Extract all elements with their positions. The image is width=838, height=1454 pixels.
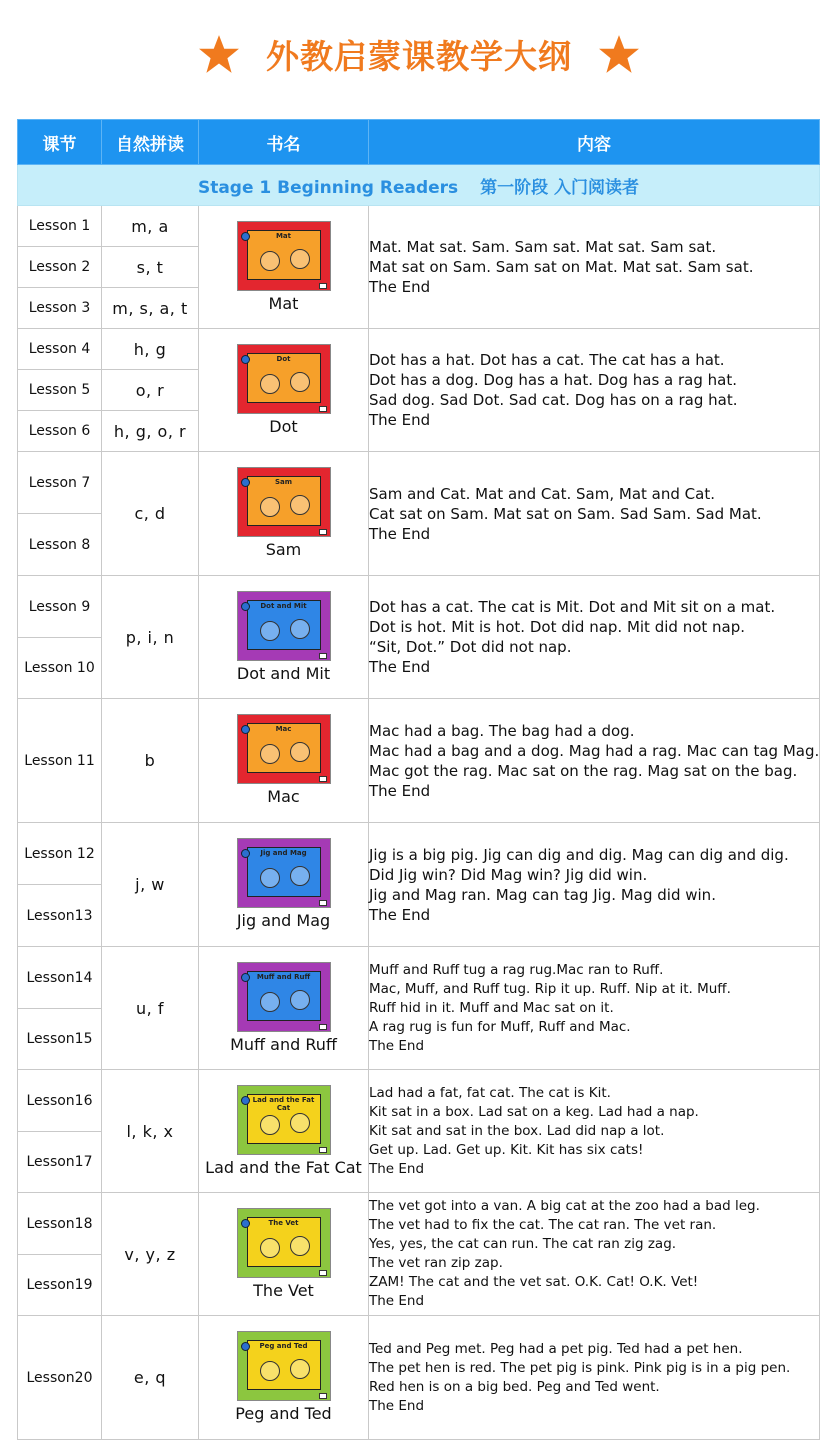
book-cell — [199, 1070, 369, 1193]
content-line: Get up. Lad. Get up. Kit. Kit has six cats! — [369, 1141, 644, 1158]
book-cover-image — [237, 1085, 331, 1155]
book-name: Sam — [265, 540, 302, 559]
lesson-cell: Lesson 9 — [18, 576, 102, 638]
lesson-cell: Lesson18 — [18, 1193, 102, 1255]
cover-dot-icon — [241, 725, 250, 734]
content-line: Mac had a bag and a dog. Mag had a rag. Mac can tag Mag. — [369, 741, 820, 760]
phonics-cell: s, t — [102, 247, 199, 288]
book-cover-title: Lad and the Fat Cat — [252, 1095, 315, 1112]
content-line: The End — [369, 411, 431, 429]
book-cover-image — [237, 221, 331, 291]
publisher-logo-icon — [319, 653, 327, 659]
content-line: The vet got into a van. A big cat at the zoo had a bad leg. — [369, 1198, 760, 1214]
content-line: Mac got the rag. Mac sat on the rag. Mag sat on the bag. — [369, 761, 798, 780]
content-line: Mac, Muff, and Ruff tug. Rip it up. Ruff. Nip at it. Muff. — [369, 980, 731, 997]
header-book: 书名 — [199, 120, 369, 165]
book-cell — [199, 947, 369, 1070]
character-face-icon — [290, 990, 310, 1010]
lesson-cell: Lesson15 — [18, 1009, 102, 1070]
content-line: Muff and Ruff tug a rag rug.Mac ran to Ruff. — [369, 961, 664, 978]
book-cover-illustration — [247, 971, 321, 1021]
content-line: Jig and Mag ran. Mag can tag Jig. Mag did win. — [369, 885, 716, 904]
book-cover-illustration — [247, 723, 321, 773]
book-name: Peg and Ted — [235, 1404, 332, 1423]
content-cell — [369, 452, 820, 576]
table-row — [18, 947, 820, 1009]
lesson-cell: Lesson19 — [18, 1255, 102, 1316]
publisher-logo-icon — [319, 529, 327, 535]
lesson-cell: Lesson 3 — [18, 288, 102, 329]
character-face-icon — [290, 372, 310, 392]
book-cover-title: Sam — [274, 478, 293, 486]
content-line: The End — [369, 1397, 425, 1414]
phonics-cell: b — [102, 699, 199, 823]
book-name: Mat — [268, 293, 299, 313]
phonics-cell: p, i, n — [102, 576, 199, 699]
phonics-cell: m, s, a, t — [102, 288, 199, 329]
content-cell — [369, 1070, 820, 1193]
character-face-icon — [290, 742, 310, 762]
content-line: Sam and Cat. Mat and Cat. Sam, Mat and Cat. — [369, 484, 715, 503]
character-face-icon — [260, 868, 280, 888]
publisher-logo-icon — [319, 283, 327, 289]
publisher-logo-icon — [319, 1024, 327, 1030]
lesson-cell: Lesson14 — [18, 947, 102, 1009]
book-name: The Vet — [253, 1280, 314, 1300]
lesson-cell: Lesson 10 — [18, 638, 102, 699]
content-line: Yes, yes, the cat can run. The cat ran zig zag. — [369, 1236, 677, 1252]
content-line: Sad dog. Sad Dot. Sad cat. Dog has on a rag hat. — [369, 391, 738, 409]
content-line: The End — [369, 1293, 425, 1309]
publisher-logo-icon — [319, 776, 327, 782]
content-line: Dot has a cat. The cat is Mit. Dot and Mit sit on a mat. — [369, 598, 776, 616]
cover-dot-icon — [241, 849, 250, 858]
table-row — [18, 1070, 820, 1132]
book-name: Lad and the Fat Cat — [205, 1157, 362, 1177]
content-line: The pet hen is red. The pet pig is pink. Pink pig is in a pig pen. — [369, 1359, 791, 1376]
phonics-cell: h, g, o, r — [102, 411, 199, 452]
character-face-icon — [290, 1113, 310, 1133]
phonics-cell: o, r — [102, 370, 199, 411]
phonics-cell: c, d — [102, 452, 199, 576]
book-cover-image — [237, 714, 331, 784]
cover-dot-icon — [241, 1219, 250, 1228]
book-name: Dot and Mit — [236, 663, 331, 683]
content-line: The End — [369, 658, 431, 676]
star-icon — [598, 33, 640, 75]
book-cover-title: Mat — [275, 231, 292, 240]
book-cover-illustration — [247, 1340, 321, 1390]
book-cover-image — [237, 1331, 331, 1401]
content-line: The End — [369, 781, 431, 800]
book-cover-illustration — [247, 230, 321, 280]
phonics-cell: u, f — [102, 947, 199, 1070]
book-cover-title: The Vet — [268, 1218, 299, 1227]
content-cell — [369, 823, 820, 947]
content-line: Mac had a bag. The bag had a dog. — [369, 721, 635, 740]
book-cell — [199, 1316, 369, 1440]
book-name: Mac — [267, 787, 300, 806]
character-face-icon — [290, 1359, 310, 1379]
phonics-cell: j, w — [102, 823, 199, 947]
book-cell — [199, 329, 369, 452]
book-cover-image — [237, 962, 331, 1032]
lesson-cell: Lesson 11 — [18, 699, 102, 823]
lesson-cell: Lesson 4 — [18, 329, 102, 370]
content-cell — [369, 329, 820, 452]
character-face-icon — [260, 1238, 280, 1258]
lesson-cell: Lesson 8 — [18, 514, 102, 576]
character-face-icon — [260, 621, 280, 641]
content-line: ZAM! The cat and the vet sat. O.K. Cat! O.K. Vet! — [369, 1274, 699, 1290]
content-line: The End — [369, 1160, 425, 1177]
character-face-icon — [290, 495, 310, 515]
content-cell — [369, 1316, 820, 1440]
content-line: “Sit, Dot.” Dot did not nap. — [369, 638, 572, 656]
book-cover-title: Dot and Mit — [260, 601, 307, 610]
lesson-cell: Lesson13 — [18, 885, 102, 947]
lesson-cell: Lesson16 — [18, 1070, 102, 1132]
content-cell — [369, 1193, 820, 1316]
book-cell — [199, 452, 369, 576]
stage-cell — [18, 165, 820, 206]
cover-dot-icon — [241, 602, 250, 611]
header-lesson: 课节 — [18, 120, 102, 165]
title-bar — [0, 22, 838, 86]
publisher-logo-icon — [319, 1393, 327, 1399]
content-line: Dot has a hat. Dot has a cat. The cat has a hat. — [369, 351, 725, 369]
stage-title-en: Stage 1 Beginning Readers — [197, 177, 459, 198]
character-face-icon — [260, 251, 280, 271]
content-line: Lad had a fat, fat cat. The cat is Kit. — [369, 1084, 611, 1101]
lesson-cell: Lesson 7 — [18, 452, 102, 514]
book-cover-illustration — [247, 600, 321, 650]
lesson-cell: Lesson 5 — [18, 370, 102, 411]
lesson-cell: Lesson 6 — [18, 411, 102, 452]
phonics-cell: v, y, z — [102, 1193, 199, 1316]
lesson-cell: Lesson 12 — [18, 823, 102, 885]
cover-dot-icon — [241, 355, 250, 364]
content-line: Kit sat and sat in the box. Lad did nap a lot. — [369, 1122, 665, 1139]
phonics-cell: m, a — [102, 206, 199, 247]
book-cell — [199, 576, 369, 699]
book-cover-title: Peg and Ted — [259, 1342, 308, 1350]
content-line: Mat. Mat sat. Sam. Sam sat. Mat sat. Sam sat. — [369, 238, 717, 256]
header-phonics: 自然拼读 — [102, 120, 199, 165]
book-cover-illustration — [247, 847, 321, 897]
content-line: Ruff hid in it. Muff and Mac sat on it. — [369, 999, 614, 1016]
content-line: Dot has a dog. Dog has a hat. Dog has a rag hat. — [369, 371, 738, 389]
character-face-icon — [290, 249, 310, 269]
content-line: Ted and Peg met. Peg had a pet pig. Ted had a pet hen. — [369, 1340, 743, 1357]
syllabus-table — [17, 119, 820, 1440]
book-cover-illustration — [247, 353, 321, 403]
character-face-icon — [260, 497, 280, 517]
character-face-icon — [260, 374, 280, 394]
publisher-logo-icon — [319, 1270, 327, 1276]
character-face-icon — [260, 1115, 280, 1135]
book-cover-image — [237, 344, 331, 414]
cover-dot-icon — [241, 232, 250, 241]
content-line: The vet had to fix the cat. The cat ran. The vet ran. — [369, 1217, 717, 1233]
content-cell — [369, 206, 820, 329]
content-line: The End — [369, 905, 431, 924]
cover-dot-icon — [241, 478, 250, 487]
book-cover-title: Mac — [275, 725, 292, 733]
lesson-cell: Lesson17 — [18, 1132, 102, 1193]
phonics-cell: l, k, x — [102, 1070, 199, 1193]
table-header-row — [18, 120, 820, 165]
content-line: Did Jig win? Did Mag win? Jig did win. — [369, 865, 648, 884]
content-line: The End — [369, 1037, 425, 1054]
phonics-cell: e, q — [102, 1316, 199, 1440]
lesson-cell: Lesson 1 — [18, 206, 102, 247]
content-line: Dot is hot. Mit is hot. Dot did nap. Mit did not nap. — [369, 618, 746, 636]
content-cell — [369, 699, 820, 823]
character-face-icon — [290, 866, 310, 886]
content-line: A rag rug is fun for Muff, Ruff and Mac. — [369, 1018, 631, 1035]
book-cover-image — [237, 1208, 331, 1278]
content-line: The vet ran zip zap. — [369, 1255, 503, 1271]
book-cover-image — [237, 591, 331, 661]
cover-dot-icon — [241, 1096, 250, 1105]
table-row — [18, 1316, 820, 1440]
book-cover-illustration — [247, 1217, 321, 1267]
table-row — [18, 452, 820, 514]
character-face-icon — [260, 992, 280, 1012]
publisher-logo-icon — [319, 1147, 327, 1153]
content-line: Red hen is on a big bed. Peg and Ted went. — [369, 1378, 660, 1395]
book-cover-title: Jig and Mag — [260, 849, 307, 857]
character-face-icon — [260, 744, 280, 764]
content-cell — [369, 947, 820, 1070]
table-row — [18, 329, 820, 370]
lesson-cell: Lesson 2 — [18, 247, 102, 288]
stage-row — [18, 165, 820, 206]
header-content: 内容 — [369, 120, 820, 165]
character-face-icon — [290, 619, 310, 639]
phonics-cell: h, g — [102, 329, 199, 370]
table-row — [18, 823, 820, 885]
lesson-cell: Lesson20 — [18, 1316, 102, 1440]
cover-dot-icon — [241, 1342, 250, 1351]
book-cell — [199, 699, 369, 823]
table-row — [18, 206, 820, 247]
book-cell — [199, 1193, 369, 1316]
book-cover-image — [237, 467, 331, 537]
table-row — [18, 699, 820, 823]
content-cell — [369, 576, 820, 699]
content-line: Cat sat on Sam. Mat sat on Sam. Sad Sam. Sad Mat. — [369, 504, 762, 523]
book-name: Muff and Ruff — [230, 1034, 337, 1054]
book-cover-title: Dot — [276, 354, 291, 363]
book-cover-image — [237, 838, 331, 908]
table-row — [18, 1193, 820, 1255]
content-line: The End — [369, 524, 431, 543]
cover-dot-icon — [241, 973, 250, 982]
star-icon — [198, 33, 240, 75]
book-cell — [199, 823, 369, 947]
stage-title-cn: 第一阶段 入门阅读者 — [480, 177, 640, 198]
book-name: Jig and Mag — [236, 911, 331, 930]
content-line: Kit sat in a box. Lad sat on a keg. Lad had a nap. — [369, 1103, 699, 1120]
book-cover-illustration — [247, 1094, 321, 1144]
content-line: The End — [369, 278, 431, 296]
book-name: Dot — [269, 416, 298, 436]
content-line: Jig is a big pig. Jig can dig and dig. Mag can dig and dig. — [369, 845, 789, 864]
character-face-icon — [260, 1361, 280, 1381]
book-cover-illustration — [247, 476, 321, 526]
character-face-icon — [290, 1236, 310, 1256]
content-line: Mat sat on Sam. Sam sat on Mat. Mat sat. Sam sat. — [369, 258, 754, 276]
table-row — [18, 576, 820, 638]
publisher-logo-icon — [319, 406, 327, 412]
page-title: 外教启蒙课教学大纲 — [266, 36, 572, 76]
publisher-logo-icon — [319, 900, 327, 906]
book-cover-title: Muff and Ruff — [256, 972, 311, 981]
book-cell — [199, 206, 369, 329]
